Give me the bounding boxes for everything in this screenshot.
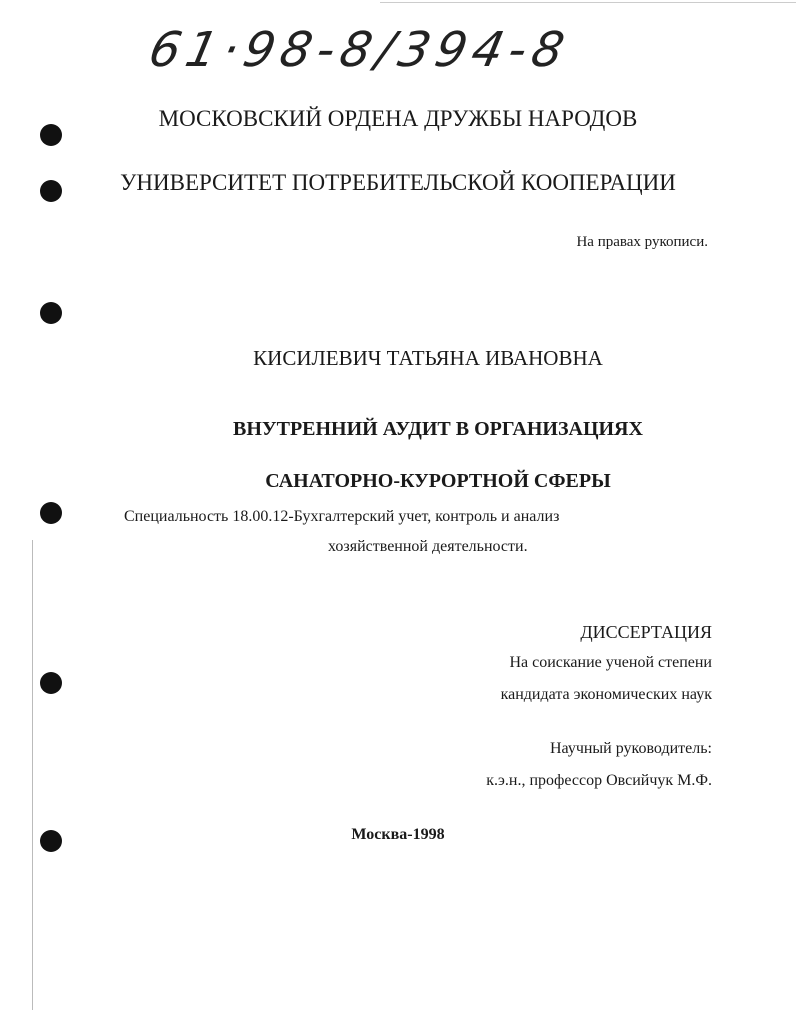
title-line-1: ВНУТРЕННИЙ АУДИТ В ОРГАНИЗАЦИЯХ bbox=[233, 418, 643, 440]
punch-hole bbox=[40, 502, 62, 524]
title-line-2: САНАТОРНО-КУРОРТНОЙ СФЕРЫ bbox=[265, 470, 611, 492]
author-name: КИСИЛЕВИЧ ТАТЬЯНА ИВАНОВНА bbox=[253, 346, 603, 370]
degree-line-2: кандидата экономических наук bbox=[500, 686, 712, 703]
supervisor-label: Научный руководитель: bbox=[549, 740, 712, 757]
punch-hole bbox=[40, 302, 62, 324]
handwritten-catalog-number: 61·98-8/394-8 bbox=[144, 22, 575, 78]
city-year: Москва-1998 bbox=[351, 826, 445, 843]
institution-line-2: УНИВЕРСИТЕТ ПОТРЕБИТЕЛЬСКОЙ КООПЕРАЦИИ bbox=[120, 170, 676, 195]
rights-note: На правах рукописи. bbox=[576, 234, 708, 250]
specialty-line-2: хозяйственной деятельности. bbox=[328, 538, 528, 555]
institution-line-1: МОСКОВСКИЙ ОРДЕНА ДРУЖБЫ НАРОДОВ bbox=[158, 106, 638, 131]
degree-line-1: На соискание ученой степени bbox=[509, 654, 712, 671]
specialty-line-1: Специальность 18.00.12-Бухгалтерский учет, контроль и анализ bbox=[124, 508, 560, 525]
scan-left-edge bbox=[32, 540, 33, 1010]
supervisor-name: к.э.н., профессор Овсийчук М.Ф. bbox=[486, 772, 712, 789]
dissertation-label: ДИССЕРТАЦИЯ bbox=[580, 622, 712, 642]
punch-hole bbox=[40, 672, 62, 694]
scan-top-edge bbox=[380, 2, 796, 3]
